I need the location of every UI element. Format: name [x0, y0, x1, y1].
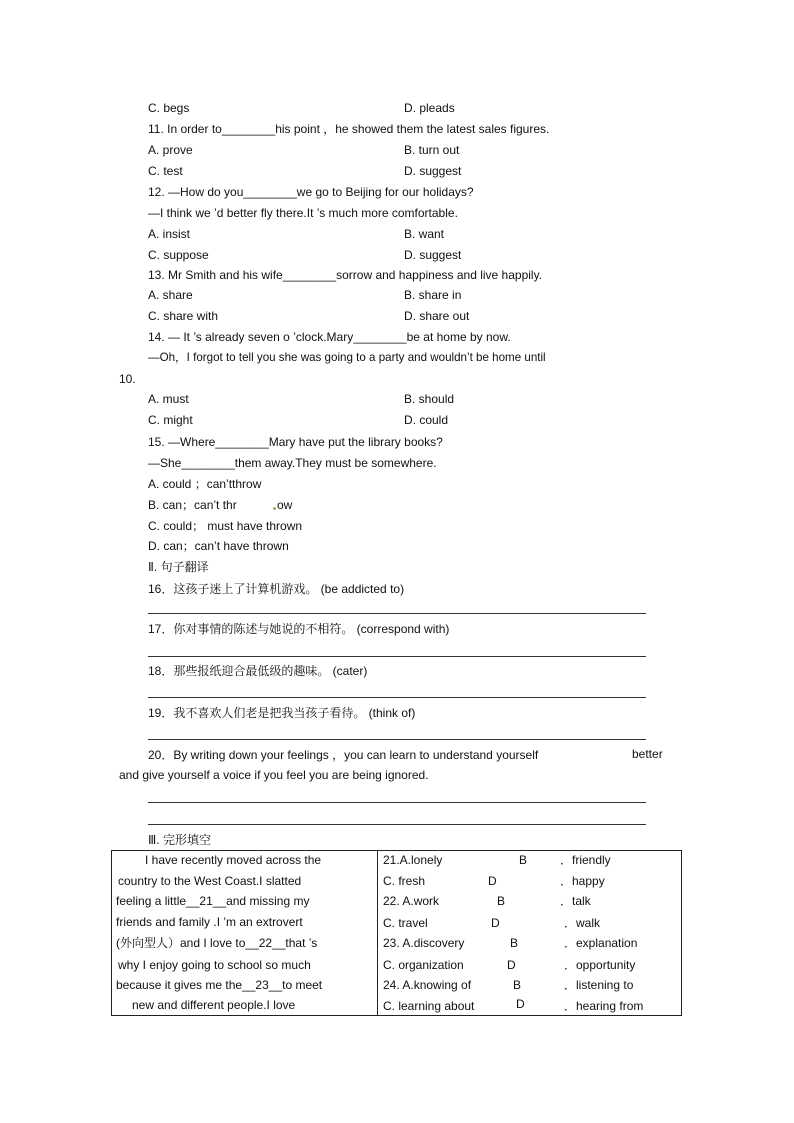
q15-stem: 15. —Where________Mary have put the library books?	[148, 435, 443, 449]
cloze-divider	[377, 851, 378, 1015]
q12-dialogue: —I think we ’d better fly there.It ’s much more comfortable.	[148, 206, 458, 220]
option-24-c: C. learning about	[383, 999, 475, 1013]
q19-prompt: 19．我不喜欢人们老是把我当孩子看待。 (think of)	[148, 706, 416, 720]
q16-prompt: 16．这孩子迷上了计算机游戏。 (be addicted to)	[148, 582, 405, 596]
option-23-d-letter: D	[507, 958, 516, 972]
option-24-d: ．hearing from	[564, 999, 644, 1013]
q20-prompt-wrap: and give yourself a voice if you feel you are being ignored.	[119, 768, 429, 782]
passage-line: country to the West Coast.I slatted	[118, 874, 302, 888]
option-23-b: ．explanation	[564, 936, 638, 950]
q20-answer-line-1	[148, 802, 646, 803]
q12-option-c: C. suppose	[148, 248, 209, 262]
q12-stem: 12. —How do you________we go to Beijing for our holidays?	[148, 185, 474, 199]
option-24-b: ．listening to	[564, 978, 634, 992]
q10-option-c: C. begs	[148, 101, 190, 115]
q17-answer-line	[148, 656, 646, 657]
q20-prompt-end: better	[632, 747, 663, 761]
passage-line: I have recently moved across the	[145, 853, 322, 867]
q17-prompt: 17．你对事情的陈述与她说的不相符。 (correspond with)	[148, 622, 450, 636]
option-23-b-letter: B	[510, 936, 519, 950]
q13-option-a: A. share	[148, 288, 193, 302]
option-21-d-letter: D	[488, 874, 497, 888]
q15-dialogue: —She________them away.They must be somewhere.	[148, 456, 437, 470]
passage-line: because it gives me the__23__to meet	[116, 978, 323, 992]
q12-option-a: A. insist	[148, 227, 191, 241]
q13-option-d: D. share out	[404, 309, 470, 323]
option-23-c: C. organization	[383, 958, 464, 972]
q11-option-b: B. turn out	[404, 143, 460, 157]
option-22-a: 22. A.work	[383, 894, 440, 908]
q11-option-c: C. test	[148, 164, 183, 178]
option-22-b-letter: B	[497, 894, 506, 908]
option-21-b-letter: B	[519, 853, 528, 867]
option-22-d: ．walk	[564, 916, 601, 930]
option-21-a: 21.A.lonely	[383, 853, 443, 867]
section-3-title: Ⅲ. 完形填空	[148, 833, 211, 847]
option-22-d-letter: D	[491, 916, 500, 930]
q18-prompt: 18．那些报纸迎合最低级的趣味。 (cater)	[148, 664, 368, 678]
q15-option-b-tail: ow	[277, 498, 293, 512]
q18-answer-line	[148, 697, 646, 698]
q15-option-a: A. could ；can’tthrow	[148, 477, 262, 491]
option-21-c: C. fresh	[383, 874, 426, 888]
q12-option-d: D. suggest	[404, 248, 462, 262]
option-22-c: C. travel	[383, 916, 428, 930]
q11-stem: 11. In order to________his point ，he showed them the latest sales figures.	[148, 122, 550, 136]
q10-option-d: D. pleads	[404, 101, 455, 115]
q12-option-b: B. want	[404, 227, 445, 241]
q16-answer-line	[148, 613, 646, 614]
passage-line: new and different people.I love	[132, 998, 296, 1012]
q19-answer-line	[148, 739, 646, 740]
option-23-a: 23. A.discovery	[383, 936, 465, 950]
q14-dialogue: —Oh，I forgot to tell you she was going to a party and wouldn’t be home until	[148, 351, 546, 364]
option-22-b: ．talk	[560, 894, 591, 908]
q14-option-d: D. could	[404, 413, 449, 427]
option-24-b-letter: B	[513, 978, 522, 992]
q14-option-a: A. must	[148, 392, 189, 406]
q13-stem: 13. Mr Smith and his wife________sorrow and happiness and live happily.	[148, 268, 543, 282]
q15-option-b: B. can；can’t thr	[148, 498, 237, 512]
q14-option-c: C. might	[148, 413, 193, 427]
option-21-b: ．friendly	[560, 853, 611, 867]
q14-dialogue-wrap: 10.	[119, 372, 136, 386]
q20-prompt: 20．By writing down your feelings ，you can learn to understand yourself	[148, 748, 539, 762]
passage-line: why I enjoy going to school so much	[118, 958, 311, 972]
passage-line: (外向型人）and I love to__22__that ’s	[116, 936, 318, 950]
q14-stem: 14. — It ’s already seven o ’clock.Mary________be at home by now.	[148, 330, 511, 344]
q14-option-b: B. should	[404, 392, 455, 406]
q11-option-d: D. suggest	[404, 164, 462, 178]
q15-option-d: D. can；can’t have thrown	[148, 539, 289, 553]
option-24-a: 24. A.knowing of	[383, 978, 472, 992]
section-2-title: Ⅱ. 句子翻译	[148, 560, 209, 574]
passage-line: feeling a little__21__and missing my	[116, 894, 310, 908]
q15-option-c: C. could； must have thrown	[148, 519, 303, 533]
q20-answer-line-2	[148, 824, 646, 825]
stray-mark	[273, 507, 276, 510]
q13-option-c: C. share with	[148, 309, 219, 323]
q11-option-a: A. prove	[148, 143, 193, 157]
option-23-d: ．opportunity	[564, 958, 636, 972]
option-24-d-letter: D	[516, 997, 525, 1011]
passage-line: friends and family .I ’m an extrovert	[116, 915, 303, 929]
option-21-d: ．happy	[560, 874, 605, 888]
q13-option-b: B. share in	[404, 288, 462, 302]
